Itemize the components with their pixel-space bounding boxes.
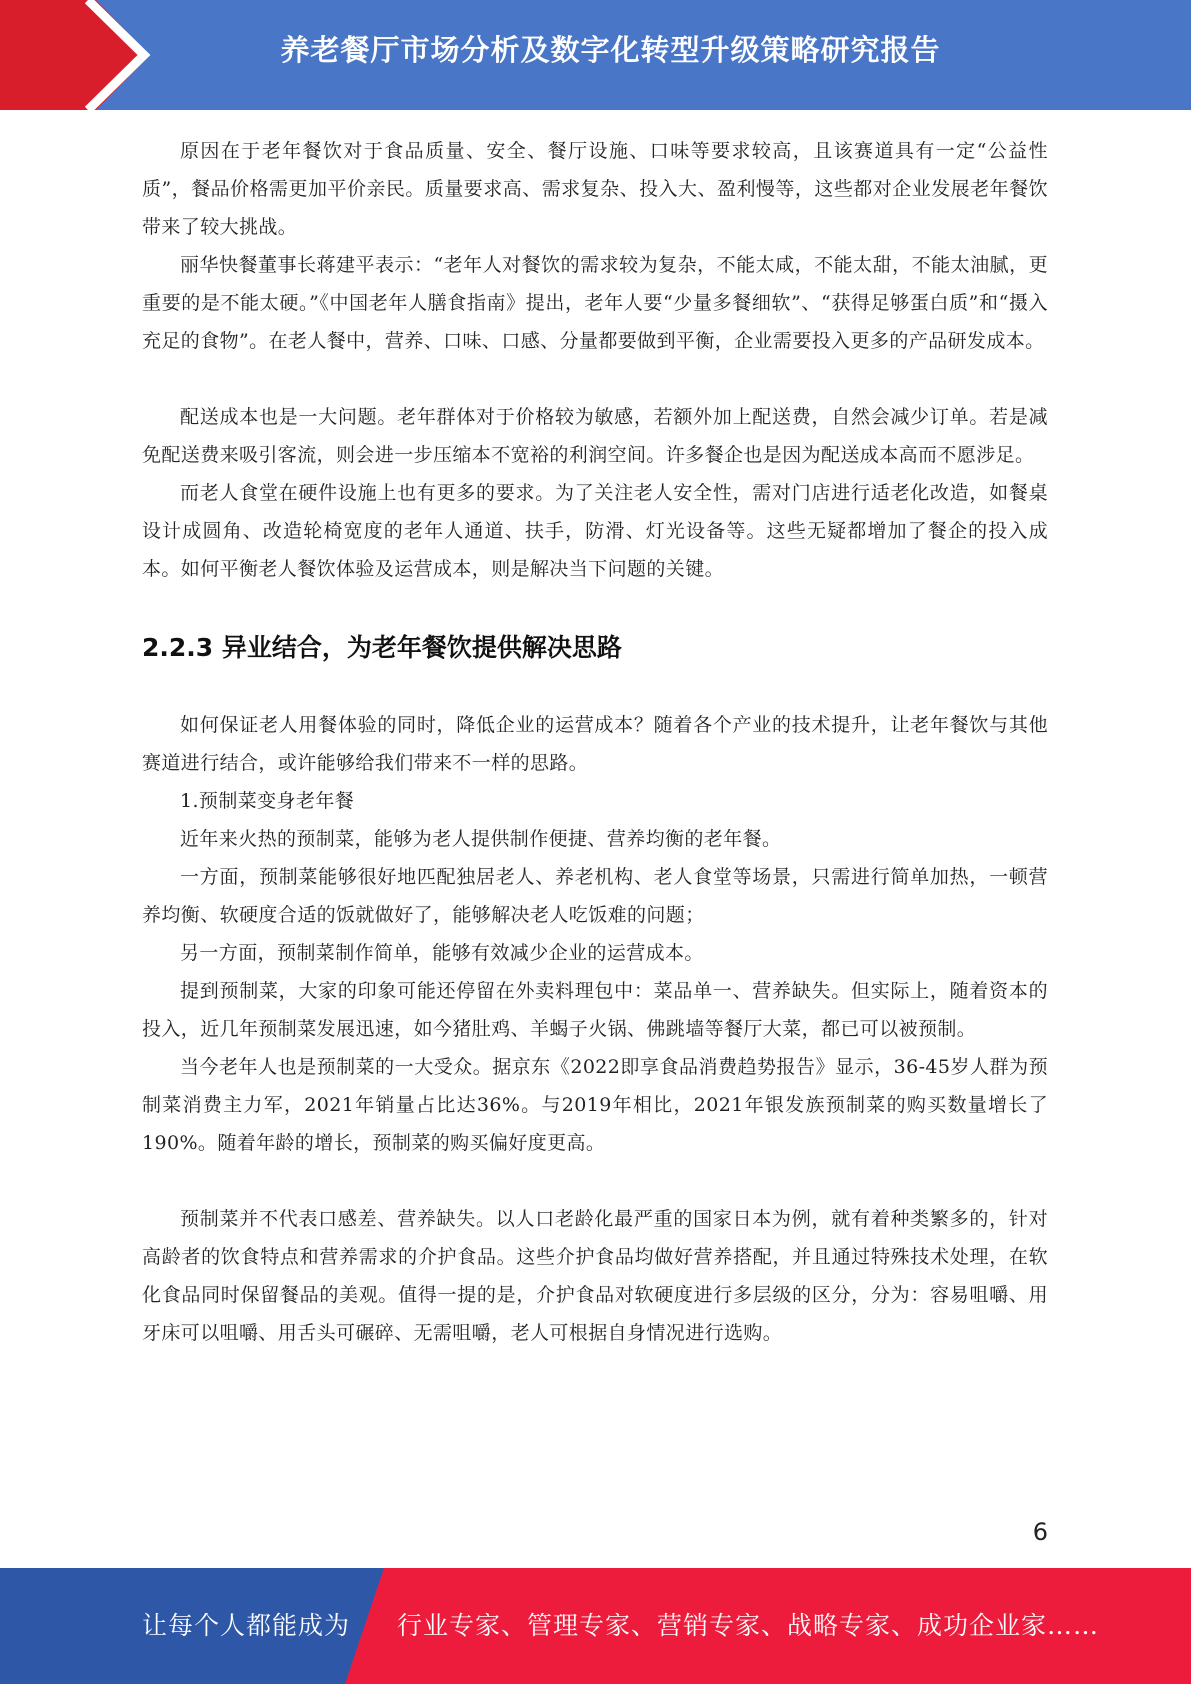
- paragraph-other-hand: 另一方面，预制菜制作简单，能够有效减少企业的运营成本。: [180, 942, 704, 964]
- paragraph-one-hand: 一方面，预制菜能够很好地匹配独居老人、养老机构、老人食堂等场景，只需进行简单加热，一顿营养均衡、软硬度合适的饭就做好了，能够解决老人吃饭难的问题；: [142, 866, 1048, 926]
- paragraph-prepared-meals-intro: 近年来火热的预制菜，能够为老人提供制作便捷、营养均衡的老年餐。: [180, 828, 782, 850]
- page-footer: [0, 1568, 1191, 1684]
- footer-slogan-left: 让每个人都能成为: [142, 1611, 351, 1640]
- document-body: [142, 132, 1048, 1352]
- page-number: 6: [1032, 1518, 1048, 1546]
- paragraph-lihua-quote: 丽华快餐董事长蒋建平表示：“老年人对餐饮的需求较为复杂，不能太咸，不能太甜，不能太油腻，更重要的是不能太硬。”《中国老年人膳食指南》提出，老年人要“少量多餐细软”、“获得足够蛋白质”和“摄入充足的食物”。在老人餐中，营养、口味、口感、分量都要做到平衡，企业需要投入更多的产品研发成本。: [142, 254, 1048, 352]
- report-title: 养老餐厅市场分析及数字化转型升级策略研究报告: [280, 33, 941, 67]
- section-heading: 2.2.3 异业结合，为老年餐饮提供解决思路: [142, 633, 622, 662]
- paragraph-jd-report: 当今老年人也是预制菜的一大受众。据京东《2022即享食品消费趋势报告》显示，36-45岁人群为预制菜消费主力军，2021年销量占比达36%。与2019年相比，2021年银发族预制菜的购买数量增长了190%。随着年龄的增长，预制菜的购买偏好度更高。: [142, 1056, 1048, 1154]
- paragraph-challenges: 原因在于老年餐饮对于食品质量、安全、餐厅设施、口味等要求较高，且该赛道具有一定“公益性质”，餐品价格需更加平价亲民。质量要求高、需求复杂、投入大、盈利慢等，这些都对企业发展老年餐饮带来了较大挑战。: [142, 140, 1048, 238]
- subheading-prepared-meals: 1.预制菜变身老年餐: [180, 790, 355, 812]
- paragraph-japan-care-food: 预制菜并不代表口感差、营养缺失。以人口老龄化最严重的国家日本为例，就有着种类繁多的，针对高龄者的饮食特点和营养需求的介护食品。这些介护食品均做好营养搭配，并且通过特殊技术处理，在软化食品同时保留餐品的美观。值得一提的是，介护食品对软硬度进行多层级的区分，分为：容易咀嚼、用牙床可以咀嚼、用舌头可碾碎、无需咀嚼，老人可根据自身情况进行选购。: [142, 1208, 1048, 1344]
- footer-slogan-right: 行业专家、管理专家、营销专家、战略专家、成功企业家……: [397, 1611, 1100, 1640]
- paragraph-impression: 提到预制菜，大家的印象可能还停留在外卖料理包中：菜品单一、营养缺失。但实际上，随着资本的投入，近几年预制菜发展迅速，如今猪肚鸡、羊蝎子火锅、佛跳墙等餐厅大菜，都已可以被预制。: [142, 980, 1048, 1040]
- paragraph-delivery-cost: 配送成本也是一大问题。老年群体对于价格较为敏感，若额外加上配送费，自然会减少订单。若是减免配送费来吸引客流，则会进一步压缩本不宽裕的利润空间。许多餐企也是因为配送成本高而不愿涉足。: [142, 406, 1048, 466]
- paragraph-canteen-facilities: 而老人食堂在硬件设施上也有更多的要求。为了关注老人安全性，需对门店进行适老化改造，如餐桌设计成圆角、改造轮椅宽度的老年人通道、扶手，防滑、灯光设备等。这些无疑都增加了餐企的投入成本。如何平衡老人餐饮体验及运营成本，则是解决当下问题的关键。: [142, 482, 1048, 580]
- paragraph-cross-industry: 如何保证老人用餐体验的同时，降低企业的运营成本？随着各个产业的技术提升，让老年餐饮与其他赛道进行结合，或许能够给我们带来不一样的思路。: [142, 714, 1048, 774]
- page-header: [0, 0, 1191, 110]
